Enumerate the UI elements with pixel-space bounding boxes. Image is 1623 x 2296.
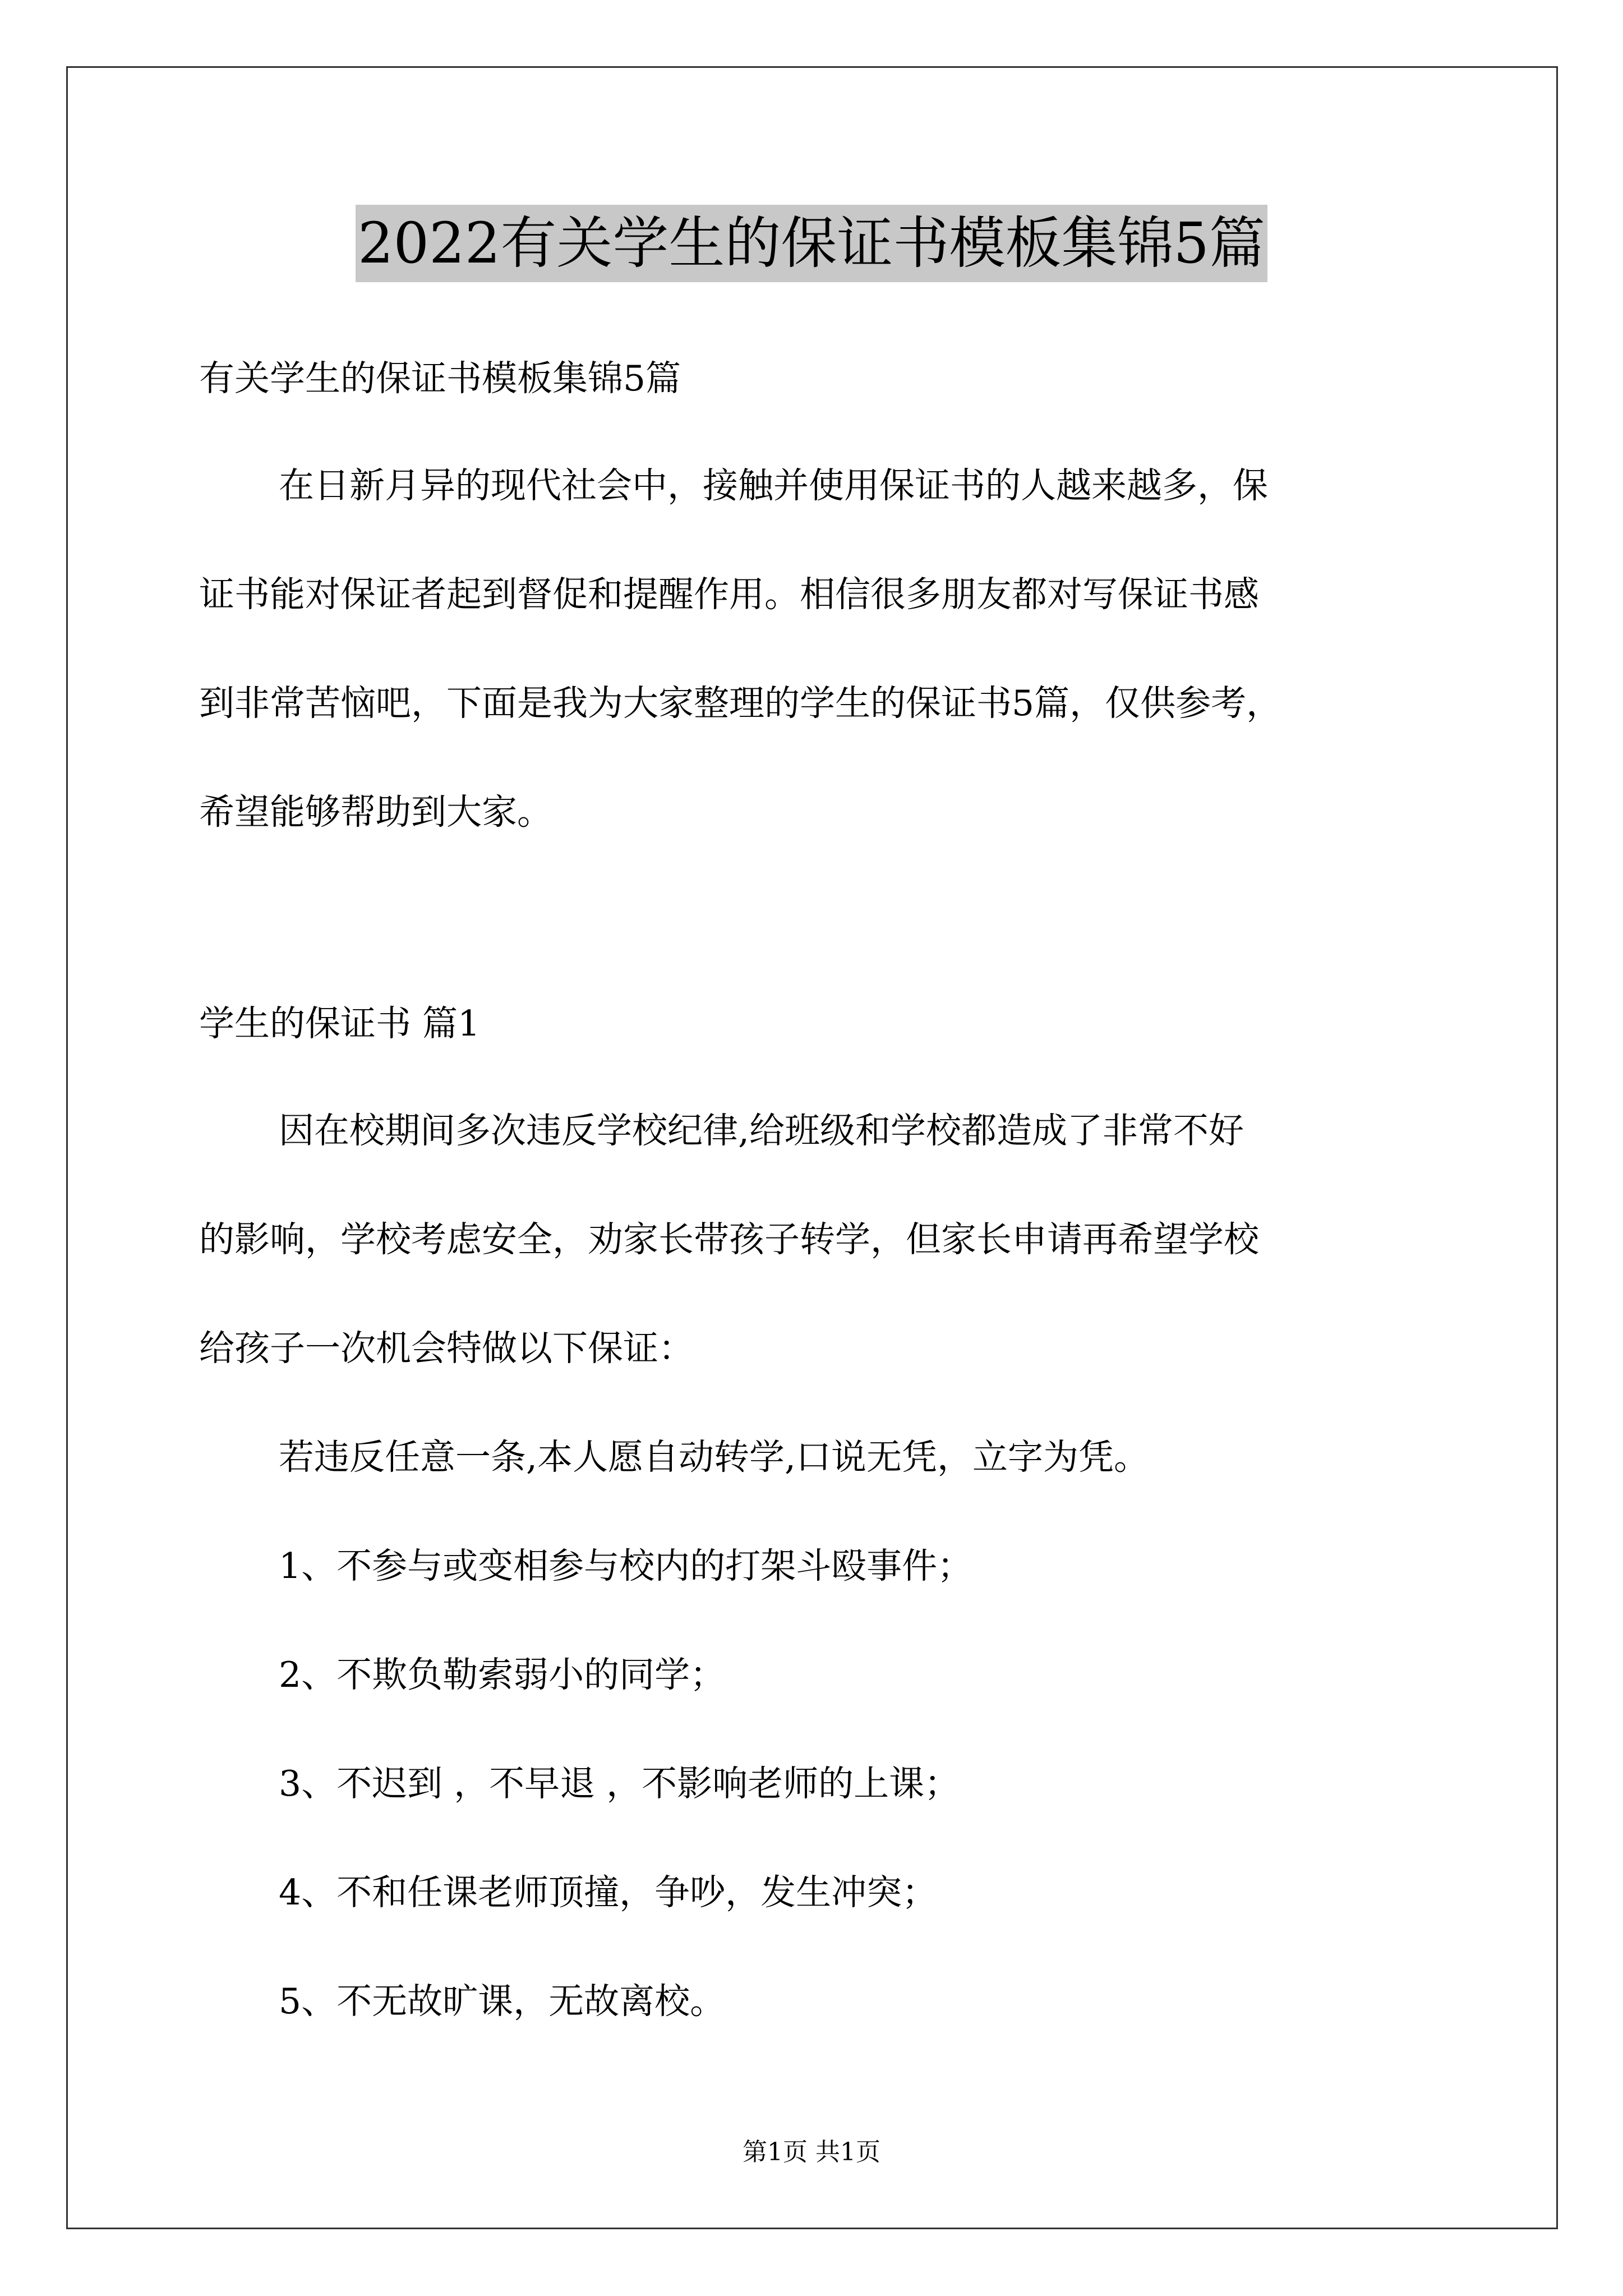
intro-line: 在日新月异的现代社会中，接触并使用保证书的人越来越多，保	[279, 465, 1268, 506]
title-container	[0, 205, 1623, 282]
intro-line: 希望能够帮助到大家。	[199, 792, 552, 832]
section-heading: 学生的保证书 篇1	[199, 1003, 481, 1044]
document-subtitle: 有关学生的保证书模板集锦5篇	[199, 358, 681, 399]
list-item: 1、不参与或变相参与校内的打架斗殴事件；	[279, 1545, 973, 1586]
page-number: 第1页 共1页	[743, 2138, 880, 2166]
list-item: 3、不迟到 ，不早退 ，不影响老师的上课；	[279, 1763, 960, 1804]
list-item: 4、不和任课老师顶撞，争吵，发生冲突；	[279, 1872, 938, 1913]
list-item: 2、不欺负勒索弱小的同学；	[279, 1654, 726, 1695]
list-item: 5、不无故旷课，无故离校。	[279, 1981, 726, 2022]
intro-line: 到非常苦恼吧，下面是我为大家整理的学生的保证书5篇，仅供参考，	[199, 683, 1282, 724]
intro-line: 证书能对保证者起到督促和提醒作用。相信很多朋友都对写保证书感	[199, 574, 1259, 615]
document-title: 2022有关学生的保证书模板集锦5篇	[356, 205, 1267, 282]
body-line: 因在校期间多次违反学校纪律,给班级和学校都造成了非常不好	[279, 1110, 1244, 1151]
body-line: 给孩子一次机会特做以下保证：	[199, 1328, 694, 1369]
body-line: 的影响，学校考虑安全，劝家长带孩子转学，但家长申请再希望学校	[199, 1219, 1259, 1260]
pledge-line: 若违反任意一条,本人愿自动转学,口说无凭，立字为凭。	[279, 1437, 1150, 1478]
